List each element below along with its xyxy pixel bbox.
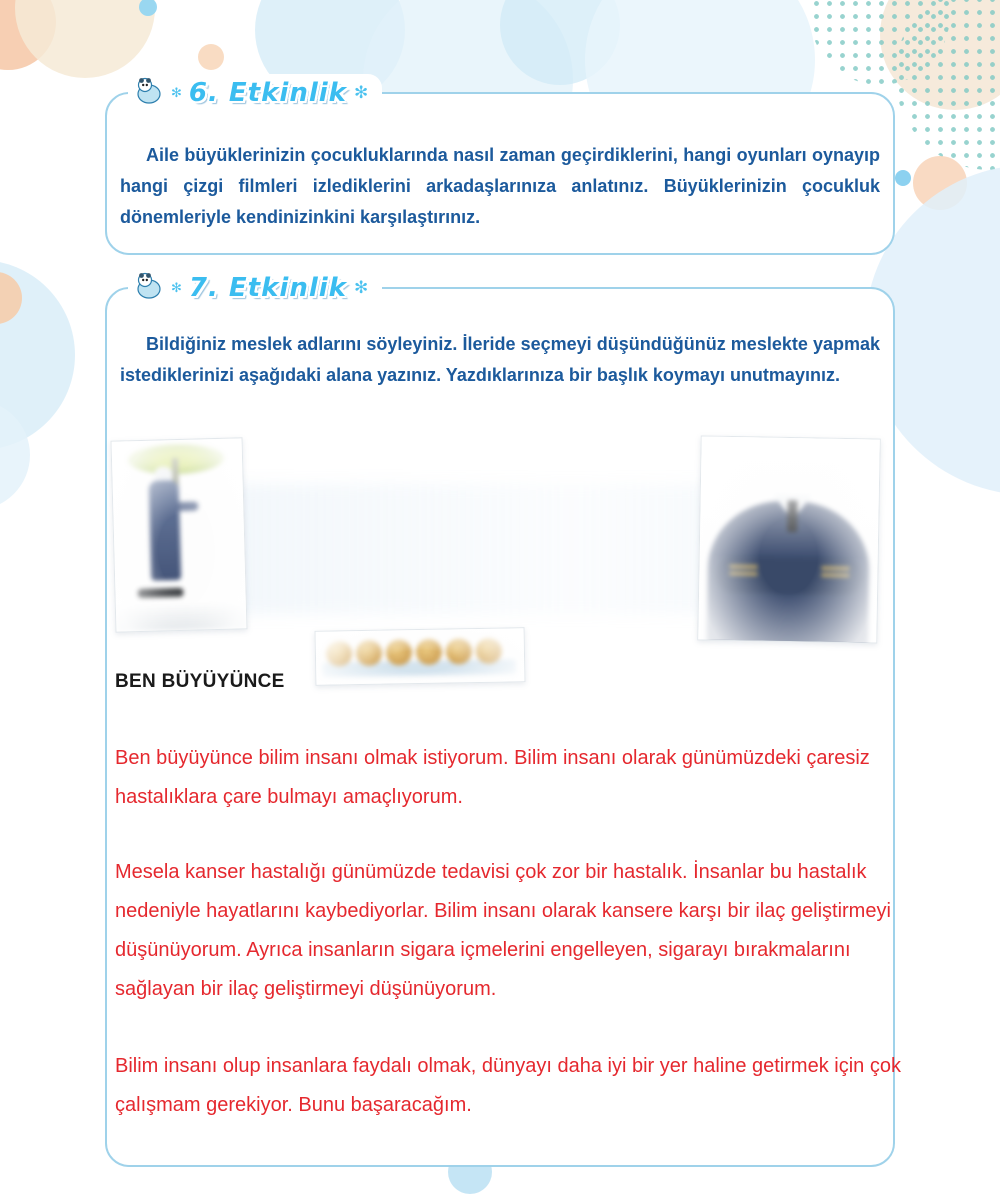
activity-card-6 <box>105 92 895 255</box>
answer-paragraph: Bilim insanı olup insanlara faydalı olmak, dünyayı daha iyi bir yer haline getirmek için çok çalışmam gerekiyor. Bunu başaracağım. <box>115 1055 901 1116</box>
mascot-icon <box>134 271 164 304</box>
activity-6-instruction: Aile büyüklerinizin çocukluklarında nasıl zaman geçirdiklerini, hangi oyunları oynayıp hangi çizgi filmleri izlediklerini arkadaşlarınıza anlatınız. Büyüklerinizin çocukluk dönemleriyle kendinizinkini karşılaştırınız. <box>120 145 880 227</box>
white-fade-overlay <box>315 627 526 686</box>
activity-6-badge-label: 6. Etkinlik <box>188 77 347 108</box>
activity-7-badge <box>128 269 382 306</box>
bg-circle <box>895 170 911 186</box>
photo-traffic-officer <box>111 437 248 632</box>
activity-7-badge-label: 7. Etkinlik <box>188 272 347 303</box>
sparkle-icon: ✻ <box>171 85 182 100</box>
bg-dots-pattern <box>895 0 1000 170</box>
answer-title: BEN BÜYÜYÜNCE <box>115 671 285 692</box>
photo-bread-tray <box>315 627 526 686</box>
activity-6-badge <box>128 74 382 111</box>
sparkle-icon: ✻ <box>171 280 182 295</box>
bg-circle <box>15 0 155 78</box>
activity-card-7 <box>105 287 901 1167</box>
mascot-icon <box>134 76 164 109</box>
sparkle-icon: ✻ <box>353 278 369 297</box>
answer-paragraph: Ben büyüyünce bilim insanı olmak istiyorum. Bilim insanı olarak günümüzdeki çaresiz hastalıklara çare bulmayı amaçlıyorum. <box>115 747 870 808</box>
white-fade-overlay <box>111 437 248 632</box>
white-fade-overlay <box>697 435 881 643</box>
sparkle-icon: ✻ <box>353 83 369 102</box>
answer-paragraph: Mesela kanser hastalığı günümüzde tedavisi çok zor bir hastalık. İnsanlar bu hastalık nedeniyle hayatlarını kaybediyorlar. Bilim insanı olarak kansere karşı bir ilaç geliştirmeyi düşünüyorum. Ayrıca insanların sigara içmelerini engelleyen, sigarayı bırakmalarını sağlayan bir ilaç geliştirmeyi düşünüyorum. <box>115 861 891 1000</box>
activity-7-instruction: Bildiğiniz meslek adlarını söyleyiniz. İleride seçmeyi düşündüğünüz meslekte yapmak istediklerinizi aşağıdaki alana yazınız. Yazdıklarınıza bir başlık koymayı unutmayınız. <box>120 334 880 385</box>
bg-circle <box>198 44 224 70</box>
photo-pilot <box>697 435 881 643</box>
